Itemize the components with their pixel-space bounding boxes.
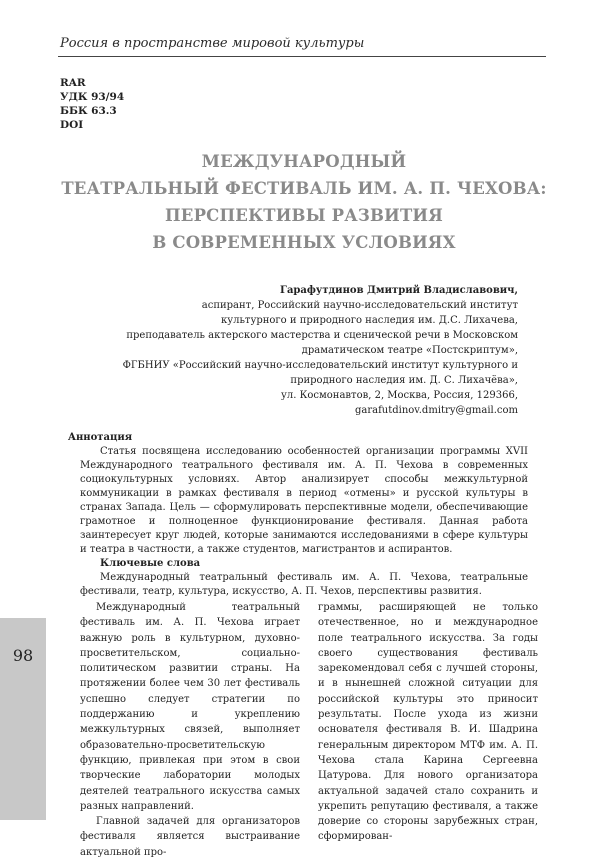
title-line: МЕЖДУНАРОДНЫЙ <box>201 152 407 171</box>
rar-code: RAR <box>60 77 86 89</box>
abstract-section <box>67 431 528 599</box>
keywords-label: Ключевые слова <box>100 558 201 569</box>
author-affiliation-line: преподаватель актерского мастерства и сценической речи в Московском <box>126 330 518 341</box>
author-affiliation-line: природного наследия им. Д. С. Лихачёва», <box>290 375 518 386</box>
body-paragraph: граммы, расширяющей не только отечественное, но и международное поле театрального искусства. За годы своего существования фестиваль зарекомендовал себя с лучшей стороны, и в нынешней сложной ситуации для российской культуры это приносит результаты. После ухода из жизни основателя фестиваля В. И. Шадрина генеральным директором МТФ им. А. П. Чехова стала Карина Сергеевна Цатурова. Для нового организатора актуальной задачей стало сохранить и укрепить репутацию фестиваля, а также доверие со стороны зарубежных стран, сформирован- <box>318 602 538 843</box>
body-paragraph: Международный театральный фестиваль им. А. П. Чехова играет важную роль в культурном, духовно-просветительском, социально-политическом развитии страны. На протяжении более чем 30 лет фестиваль успешно следует стратегии по поддержанию и укреплению межкультурных связей, выполняет образовательно-просветительскую функцию, привлекая при этом в свои творческие лаборатории молодых деятелей театрального искусства самых разных направлений. <box>80 602 300 812</box>
abstract-text: Статья посвящена исследованию особенностей организации программы XVII Международного театрального фестиваля им. А. П. Чехова в современных социокультурных условиях. Автор анализирует способы межкультурной коммуникации в рамках фестиваля в период «отмены» и русской культуры в странах Запада. Цель — сформулировать перспективные модели, обеспечивающие грамотное и полноценное функционирование фестиваля. Данная работа заинтересует круг людей, которые занимаются исследованиями в сфере культуры и театра в частности, а также студентов, магистрантов и аспирантов. <box>80 446 528 555</box>
doi-code: DOI <box>60 119 84 131</box>
author-affiliation-line: аспирант, Российский научно-исследовательский институт <box>201 300 518 311</box>
classification-codes <box>60 76 124 132</box>
author-affiliation-line: культурного и природного наследия им. Д.С. Лихачева, <box>221 315 518 326</box>
author-email[interactable]: garafutdinov.dmitry@gmail.com <box>354 405 518 416</box>
article-title <box>60 148 548 256</box>
author-address: ул. Космонавтов, 2, Москва, Россия, 129366, <box>281 390 518 401</box>
author-name: Гарафутдинов Дмитрий Владиславович, <box>280 285 518 296</box>
abstract-label: Аннотация <box>67 432 133 443</box>
author-block <box>60 283 518 418</box>
title-line: ПЕРСПЕКТИВЫ РАЗВИТИЯ <box>165 206 443 225</box>
page-number: 98 <box>12 646 34 665</box>
body-column-left <box>80 600 300 860</box>
udk-code: УДК 93/94 <box>60 91 125 103</box>
body-column-right <box>318 600 538 845</box>
running-header <box>0 0 600 58</box>
author-affiliation-line: ФГБНИУ «Российский научно-исследовательский институт культурного и <box>122 360 518 371</box>
bbk-code: ББК 63.3 <box>60 105 117 117</box>
author-affiliation-line: драматическом театре «Постскриптум», <box>301 345 518 356</box>
title-line: В СОВРЕМЕННЫХ УСЛОВИЯХ <box>152 233 456 252</box>
body-paragraph: Главной задачей для организаторов фестиваля является выстраивание актуальной про- <box>80 816 300 858</box>
keywords-text: Международный театральный фестиваль им. А. П. Чехова, театральные фестивали, театр, культура, искусство, А. П. Чехов, перспективы развития. <box>80 572 528 597</box>
running-title: Россия в пространстве мировой культуры <box>60 36 365 51</box>
header-divider <box>58 56 546 57</box>
title-line: ТЕАТРАЛЬНЫЙ ФЕСТИВАЛЬ ИМ. А. П. ЧЕХОВА: <box>61 179 547 198</box>
